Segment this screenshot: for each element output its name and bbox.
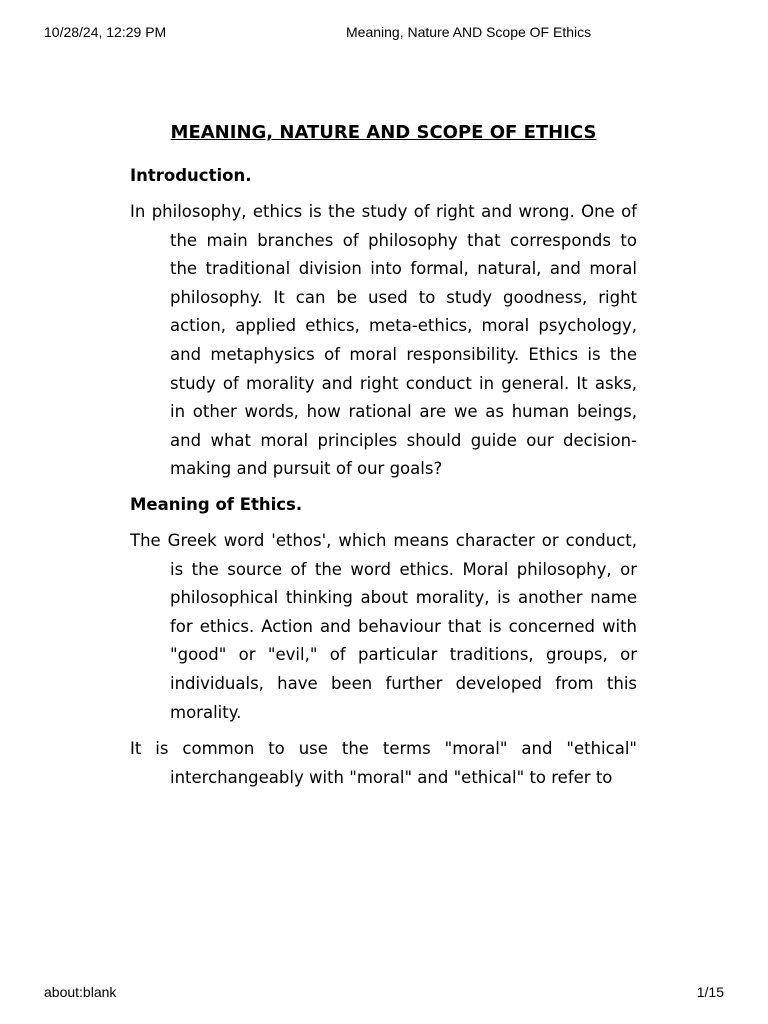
page-title: MEANING, NATURE AND SCOPE OF ETHICS bbox=[170, 122, 597, 143]
print-url: about:blank bbox=[44, 984, 117, 1000]
document-body bbox=[130, 120, 637, 800]
print-footer bbox=[44, 984, 724, 1002]
print-document-title: Meaning, Nature AND Scope OF Ethics bbox=[346, 24, 592, 40]
print-header bbox=[44, 24, 724, 42]
meaning-paragraph-1: The Greek word 'ethos', which means character or conduct, is the source of the word ethics. Moral philosophy, or philosophical thinking about morality, is another name for ethics. Action and behaviour that is concerned with "good" or "evil," of particular traditions, groups, or individuals, have been further developed from this morality. bbox=[130, 530, 637, 722]
print-datetime: 10/28/24, 12:29 PM bbox=[44, 24, 167, 40]
meaning-heading: Meaning of Ethics. bbox=[130, 494, 303, 514]
introduction-paragraph: In philosophy, ethics is the study of right and wrong. One of the main branches of philosophy that corresponds to the traditional division into formal, natural, and moral philosophy. It can be used to study goodness, right action, applied ethics, meta-ethics, moral psychology, and metaphysics of moral responsibility. Ethics is the study of morality and right conduct in general. It asks, in other words, how rational are we as human beings, and what moral principles should guide our decision-making and pursuit of our goals? bbox=[130, 202, 637, 479]
introduction-heading: Introduction. bbox=[130, 166, 252, 185]
page-indicator: 1/15 bbox=[696, 984, 724, 1000]
meaning-paragraph-2: It is common to use the terms "moral" and "ethical" interchangeably with "moral" and "ethical" to refer to bbox=[130, 739, 637, 787]
